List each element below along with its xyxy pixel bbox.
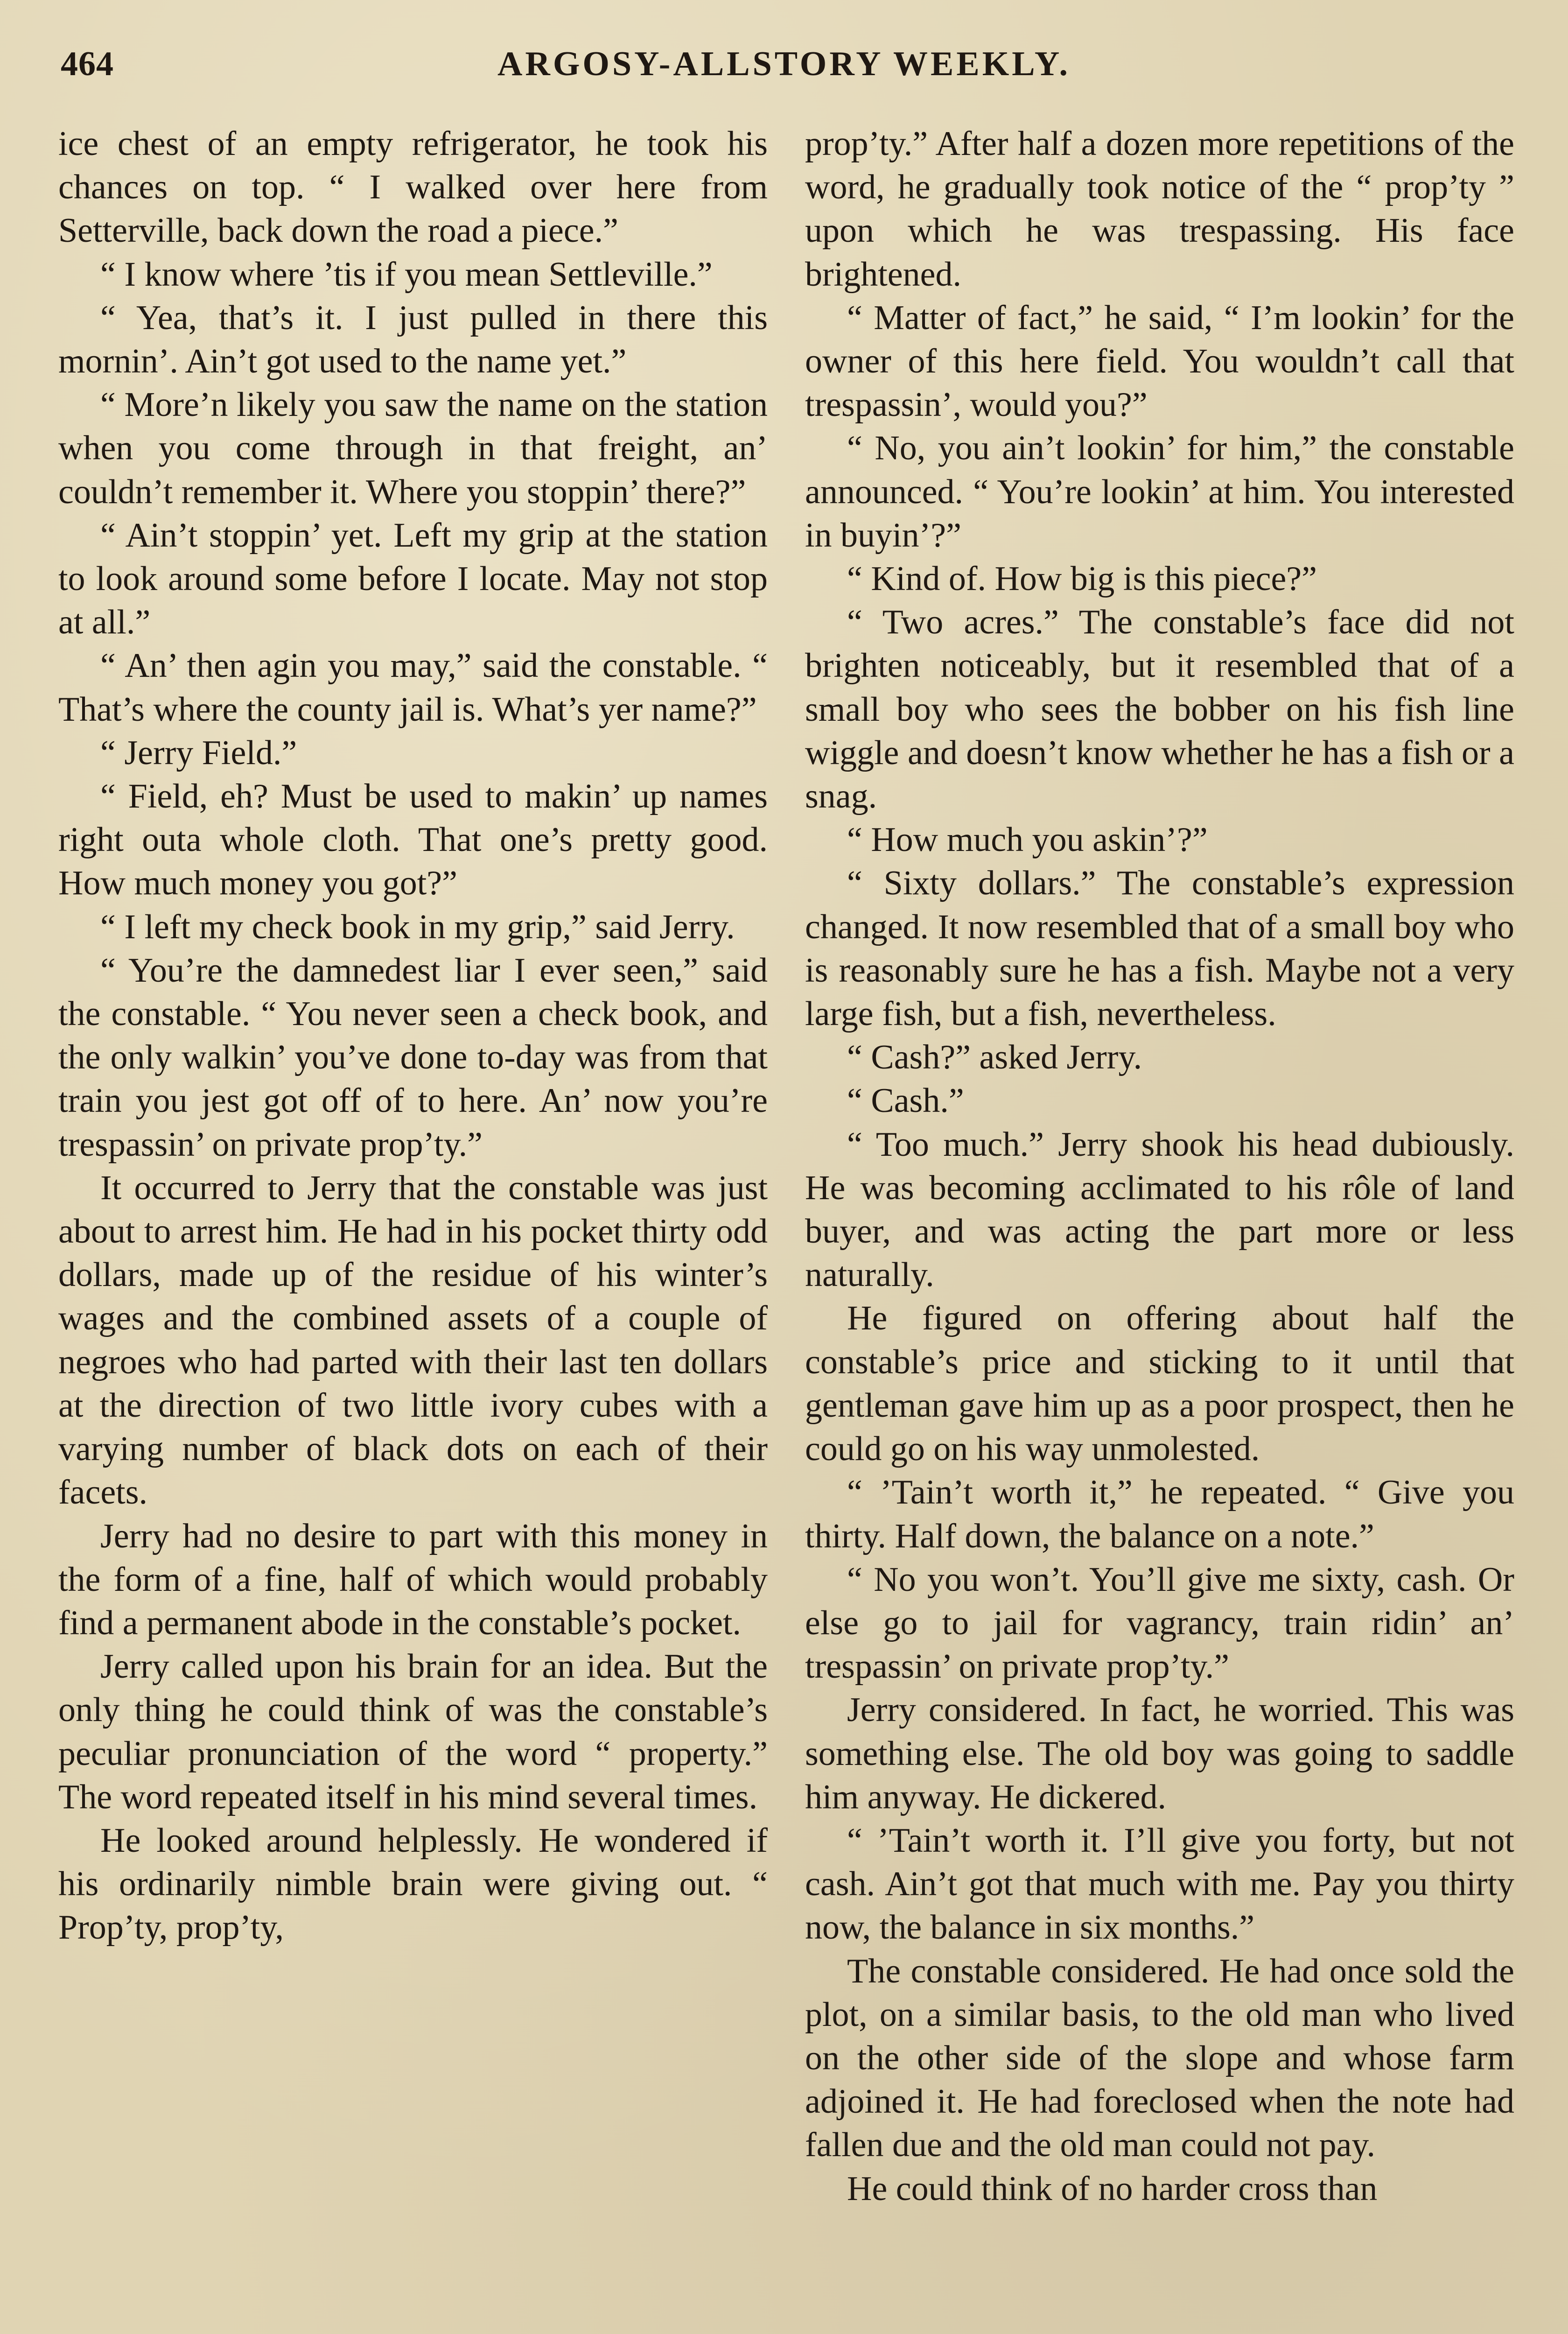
paragraph: prop’ty.” After half a dozen more repetitions of the word, he gradually took notice of the “ prop’ty ” upon which he was trespassing. His face brightened. [805,125,1514,294]
paragraph: “ How much you askin’?” [847,821,1208,859]
paragraph: “ ’Tain’t worth it. I’ll give you forty, but not cash. Ain’t got that much with me. Pay you thirty now, the balance in six months.” [805,1821,1514,1947]
running-head: ARGOSY-ALLSTORY WEEKLY. [497,45,1071,83]
paragraph: Jerry considered. In fact, he worried. This was something else. The old boy was going to saddle him anyway. He dickered. [805,1691,1514,1816]
paragraph: “ ’Tain’t worth it,” he repeated. “ Give you thirty. Half down, the balance on a note.” [805,1473,1514,1555]
right-column [805,122,1514,2211]
paragraph: “ Jerry Field.” [100,733,297,772]
paragraph: “ An’ then agin you may,” said the constable. “ That’s where the county jail is. What’s yer name?” [58,647,768,729]
paragraph: He figured on offering about half the constable’s price and sticking to it until that gentleman gave him up as a poor prospect, then he could go on his way unmolested. [805,1299,1514,1469]
paragraph: “ Cash?” asked Jerry. [847,1038,1142,1077]
paragraph: “ No, you ain’t lookin’ for him,” the constable announced. “ You’re lookin’ at him. You interested in buyin’?” [805,429,1514,555]
paragraph: “ Sixty dollars.” The constable’s expression changed. It now resembled that of a small boy who is reasonably sure he has a fish. Maybe not a very large fish, but a fish, nevertheless. [805,864,1514,1033]
paragraph: The constable considered. He had once sold the plot, on a similar basis, to the old man who lived on the other side of the slope and whose farm adjoined it. He had foreclosed when the note had fallen due and the old man could not pay. [805,1952,1514,2165]
paragraph: He looked around helplessly. He wondered if his ordinarily nimble brain were giving out. “ Prop’ty, prop’ty, [58,1821,768,1947]
paragraph: He could think of no harder cross than [847,2169,1378,2208]
paragraph: “ Cash.” [847,1082,964,1120]
paragraph: “ Two acres.” The constable’s face did not brighten noticeably, but it resembled that of a small boy who sees the bobber on his fish line wiggle and doesn’t know whether he has a fish or a snag. [805,603,1514,816]
paragraph: “ I know where ’tis if you mean Settleville.” [100,255,713,294]
paragraph: “ More’n likely you saw the name on the station when you come through in that freight, an’ couldn’t remember it. Where you stoppin’ there?” [58,386,768,511]
paragraph: Jerry had no desire to part with this money in the form of a fine, half of which would probably find a permanent abode in the constable’s pocket. [58,1517,768,1642]
page-header [56,44,1512,96]
paragraph: “ Matter of fact,” he said, “ I’m lookin’ for the owner of this here field. You wouldn’t call that trespassin’, would you?” [805,298,1514,424]
paragraph: “ No you won’t. You’ll give me sixty, cash. Or else go to jail for vagrancy, train ridin’ an’ trespassin’ on private prop’ty.” [805,1560,1514,1686]
paragraph: “ You’re the damnedest liar I ever seen,” said the constable. “ You never seen a check book, and the only walkin’ you’ve done to-day was from that train you jest got off of to here. An’ now you’re trespassin’ on private prop’ty.” [58,951,768,1164]
paragraph: “ Too much.” Jerry shook his head dubiously. He was becoming acclimated to his rôle of land buyer, and was acting the part more or less naturally. [805,1125,1514,1294]
paragraph: “ I left my check book in my grip,” said Jerry. [100,907,735,946]
left-column [58,122,768,1950]
paragraph: Jerry called upon his brain for an idea. But the only thing he could think of was the constable’s peculiar pronunciation of the word “ property.” The word repeated itself in his mind several times. [58,1647,768,1816]
paragraph: ice chest of an empty refrigerator, he took his chances on top. “ I walked over here from Setterville, back down the road a piece.” [58,125,768,250]
page-number: 464 [61,45,114,83]
paragraph: “ Field, eh? Must be used to makin’ up names right outa whole cloth. That one’s pretty good. How much money you got?” [58,777,768,903]
paragraph: It occurred to Jerry that the constable was just about to arrest him. He had in his pocket thirty odd dollars, made up of the residue of his winter’s wages and the combined assets of a couple of negroes who had parted with their last ten dollars at the direction of two little ivory cubes with a varying number of black dots on each of their facets. [58,1168,768,1512]
paragraph: “ Kind of. How big is this piece?” [847,560,1317,598]
paragraph: “ Yea, that’s it. I just pulled in there this mornin’. Ain’t got used to the name yet.” [58,298,768,381]
paragraph: “ Ain’t stoppin’ yet. Left my grip at the station to look around some before I locate. May not stop at all.” [58,516,768,642]
